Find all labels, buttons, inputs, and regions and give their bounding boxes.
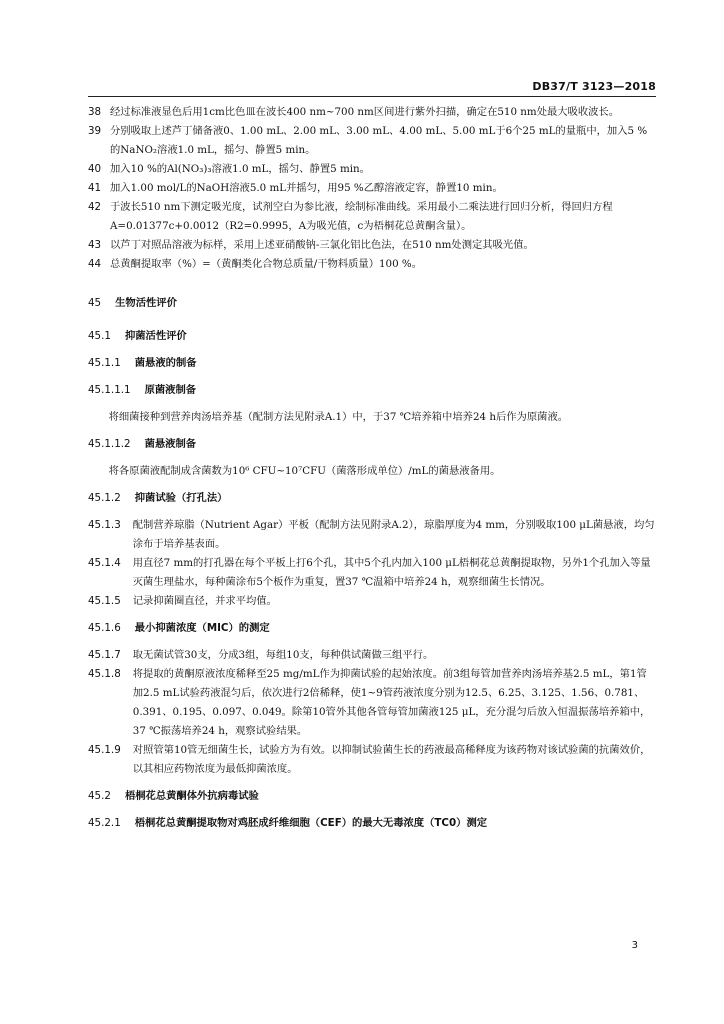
- section-title: 生物活性评价: [115, 297, 177, 309]
- list-item: [88, 179, 656, 198]
- section-number: 45.2.1: [88, 817, 121, 829]
- clause-number: 45.1.3: [88, 519, 121, 531]
- item-number: 42: [88, 201, 102, 213]
- item-number: 44: [88, 258, 102, 270]
- section-title: 菌悬液制备: [144, 438, 197, 450]
- section-number: 45.1.1.1: [88, 384, 131, 396]
- clause-number: 45.1.8: [88, 668, 121, 680]
- item-text: 以芦丁对照品溶液为标样，采用上述亚硝酸钠-三氯化铝比色法，在510 nm处测定其吸光值。: [110, 239, 534, 251]
- item-text: 总黄酮提取率（%）=（黄酮类化合物总质量/干物料质量）100 %。: [110, 258, 423, 270]
- clause-number: 45.1.7: [88, 649, 121, 661]
- clause: [88, 516, 656, 554]
- item-text: 分别吸取上述芦丁储备液0、1.00 mL、2.00 mL、3.00 mL、4.00 mL、5.00 mL于6个25 mL的量瓶中，加入5 %的NaNO₂溶液1.0 mL，摇匀、静置5 min。: [110, 125, 648, 156]
- section-number: 45.1.2: [88, 492, 121, 504]
- list-item: [88, 160, 656, 179]
- item-text: 于波长510 nm下测定吸光度，试剂空白为参比液，绘制标准曲线。采用最小二乘法进行回归分析，得回归方程A=0.01377c+0.0012（R2=0.9995，A为吸光值，c为梧桐花总黄酮含量）。: [110, 201, 613, 232]
- section-number: 45.1.1: [88, 357, 121, 369]
- clause: [88, 646, 656, 665]
- section-heading: [88, 435, 656, 454]
- section-heading: [88, 814, 656, 833]
- section-heading: [88, 787, 656, 806]
- section-title: 抑菌活性评价: [124, 330, 187, 342]
- clause: [88, 592, 656, 611]
- list-item: [88, 255, 656, 274]
- item-number: 41: [88, 182, 102, 194]
- section-title: 梧桐花总黄酮提取物对鸡胚成纤维细胞（CEF）的最大无毒浓度（TC0）测定: [134, 817, 488, 829]
- paragraph: 将细菌接种到营养肉汤培养基（配制方法见附录A.1）中，于37 ℃培养箱中培养24 h后作为原菌液。: [108, 411, 569, 423]
- item-text: 加入10 %的Al(NO₃)₃溶液1.0 mL，摇匀、静置5 min。: [110, 163, 370, 175]
- document-code: DB37/T 3123—2018: [532, 80, 656, 93]
- section-heading: [88, 354, 656, 373]
- section-heading: [88, 489, 656, 508]
- section-number: 45.1.1.2: [88, 438, 131, 450]
- list-item: [88, 122, 656, 160]
- paragraph: 将各原菌液配制成含菌数为10⁶ CFU~10⁷CFU（菌落形成单位）/mL的菌悬液备用。: [108, 465, 501, 477]
- clause: [88, 741, 656, 779]
- item-number: 39: [88, 125, 102, 137]
- item-number: 40: [88, 163, 102, 175]
- section-title: 菌悬液的制备: [134, 357, 197, 369]
- section-title: 抑菌试验（打孔法）: [134, 492, 228, 504]
- clause-number: 45.1.5: [88, 595, 121, 607]
- list-item: [88, 236, 656, 255]
- section-title: 最小抑菌浓度（MIC）的测定: [134, 622, 270, 634]
- document-body: [88, 103, 656, 833]
- clause-text: 对照管第10管无细菌生长，试验方为有效。以抑制试验菌生长的药液最高稀释度为该药物对该试验菌的抗菌效价，以其相应药物浓度为最低抑菌浓度。: [132, 744, 651, 775]
- section-number: 45: [88, 297, 102, 309]
- clause-number: 45.1.4: [88, 557, 121, 569]
- clause-text: 记录抑菌圈直径，并求平均值。: [132, 595, 277, 607]
- section-heading: [88, 327, 656, 346]
- list-item: [88, 198, 656, 236]
- clause-text: 取无菌试管30支，分成3组，每组10支，每种供试菌做三组平行。: [132, 649, 434, 661]
- page-number: 3: [631, 940, 638, 951]
- section-number: 45.1.6: [88, 622, 121, 634]
- section-number: 45.2: [88, 790, 111, 802]
- header-rule: [88, 96, 656, 97]
- clause-text: 将提取的黄酮原液浓度稀释至25 mg/mL作为抑菌试验的起始浓度。前3组每管加营养肉汤培养基2.5 mL，第1管加2.5 mL试验药液混匀后，依次进行2倍稀释，使1~9管药液浓度分别为12.5、6.25、3.125、1.56、0.781、0.391、0.195、0.097、0.049。除第10管外其他各管每管加菌液125 μL，充分混匀后放入恒温振荡培养箱中，37 ℃振荡培养24 h，观察试验结果。: [132, 668, 651, 737]
- clause-number: 45.1.9: [88, 744, 121, 756]
- list-item: [88, 103, 656, 122]
- section-heading: [88, 619, 656, 638]
- clause: [88, 665, 656, 741]
- item-text: 经过标准液显色后用1cm比色皿在波长400 nm~700 nm区间进行紫外扫描，确定在510 nm处最大吸收波长。: [110, 106, 620, 118]
- item-text: 加入1.00 mol/L的NaOH溶液5.0 mL并摇匀，用95 %乙醇溶液定容，静置10 min。: [110, 182, 503, 194]
- clause-text: 配制营养琼脂（Nutrient Agar）平板（配制方法见附录A.2），琼脂厚度为4 mm，分别吸取100 μL菌悬液，均匀涂布于培养基表面。: [132, 519, 655, 550]
- section-heading: [88, 294, 656, 313]
- section-title: 原菌液制备: [144, 384, 197, 396]
- section-title: 梧桐花总黄酮体外抗病毒试验: [124, 790, 259, 802]
- clause: [88, 554, 656, 592]
- item-number: 43: [88, 239, 102, 251]
- clause-text: 用直径7 mm的打孔器在每个平板上打6个孔，其中5个孔内加入100 μL梧桐花总黄酮提取物，另外1个孔加入等量灭菌生理盐水，每种菌涂布5个板作为重复，置37 ℃温箱中培养24 h，观察细菌生长情况。: [132, 557, 651, 588]
- section-number: 45.1: [88, 330, 111, 342]
- item-number: 38: [88, 106, 102, 118]
- section-heading: [88, 381, 656, 400]
